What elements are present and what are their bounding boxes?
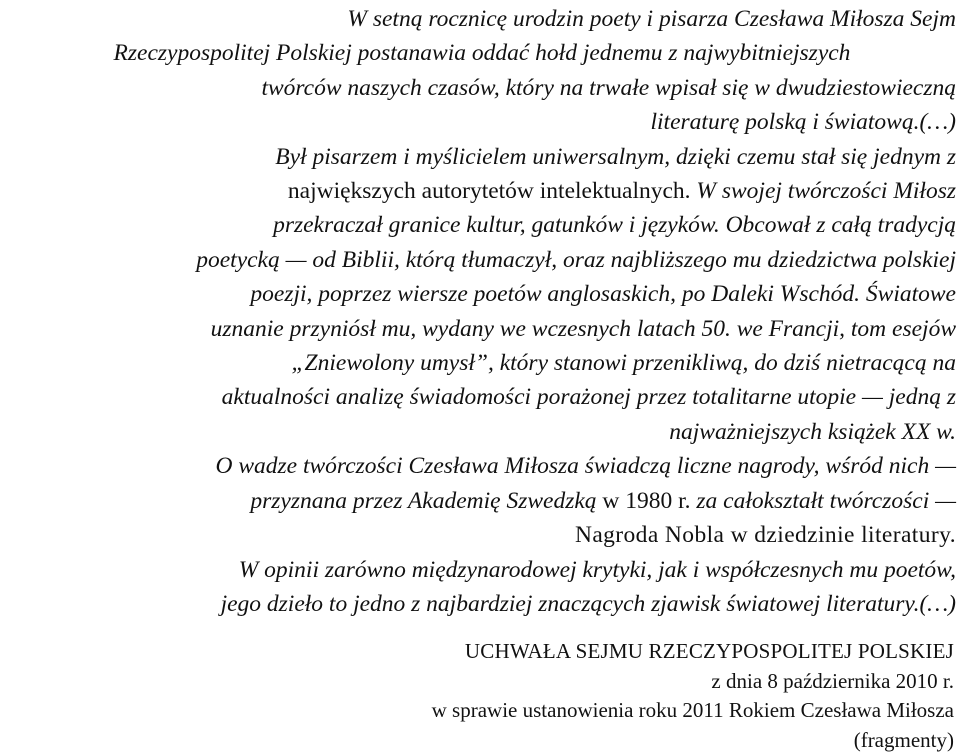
text-line: W setną rocznicę urodzin poety i pisarza Czesława Miłosza Sejm	[8, 2, 956, 36]
text-segment: przyznana przez Akademię Szwedzką	[250, 488, 596, 514]
text-line: najważniejszych książek XX w.	[8, 415, 956, 449]
text-line: „Zniewolony umysł”, który stanowi przenikliwą, do dziś nietracącą na	[8, 346, 956, 380]
caption-title: UCHWAŁA SEJMU RZECZYPOSPOLITEJ POLSKIEJ	[254, 637, 954, 667]
text-segment: za całokształt twórczości —	[696, 488, 956, 514]
text-line: literaturę polską i światową.(…)	[8, 105, 956, 139]
source-caption	[254, 637, 954, 755]
text-segment: największych autorytetów intelektualnych.	[288, 178, 691, 204]
text-line	[8, 174, 956, 208]
text-line: przekraczał granice kultur, gatunków i języków. Obcował z całą tradycją	[8, 208, 956, 242]
text-line: W opinii zarówno międzynarodowej krytyki, jak i współczesnych mu poetów,	[8, 553, 956, 587]
text-line: Był pisarzem i myślicielem uniwersalnym, dzięki czemu stał się jednym z	[8, 140, 956, 174]
text-segment: W swojej twórczości Miłosz	[696, 178, 956, 204]
resolution-text	[8, 2, 956, 621]
caption-date: z dnia 8 października 2010 r.	[254, 667, 954, 697]
text-line: Nagroda Nobla w dziedzinie literatury.	[8, 518, 956, 552]
text-line: Rzeczypospolitej Polskiej postanawia oddać hołd jednemu z najwybitniejszych	[8, 36, 956, 70]
text-segment: w 1980 r.	[602, 488, 690, 514]
caption-subject: w sprawie ustanowienia roku 2011 Rokiem Czesława Miłosza	[254, 696, 954, 726]
text-line: jego dzieło to jedno z najbardziej znaczących zjawisk światowej literatury.(…)	[8, 587, 956, 621]
text-line: O wadze twórczości Czesława Miłosza świadczą liczne nagrody, wśród nich —	[8, 449, 956, 483]
text-line: twórców naszych czasów, który na trwałe wpisał się w dwudziestowieczną	[8, 71, 956, 105]
text-line: poezji, poprzez wiersze poetów anglosaskich, po Daleki Wschód. Światowe	[8, 277, 956, 311]
text-line	[8, 484, 956, 518]
text-line: aktualności analizę świadomości porażonej przez totalitarne utopie — jedną z	[8, 380, 956, 414]
text-line: poetycką — od Biblii, którą tłumaczył, oraz najbliższego mu dziedzictwa polskiej	[8, 243, 956, 277]
caption-note: (fragmenty)	[254, 726, 954, 755]
text-line: uznanie przyniósł mu, wydany we wczesnych latach 50. we Francji, tom esejów	[8, 312, 956, 346]
